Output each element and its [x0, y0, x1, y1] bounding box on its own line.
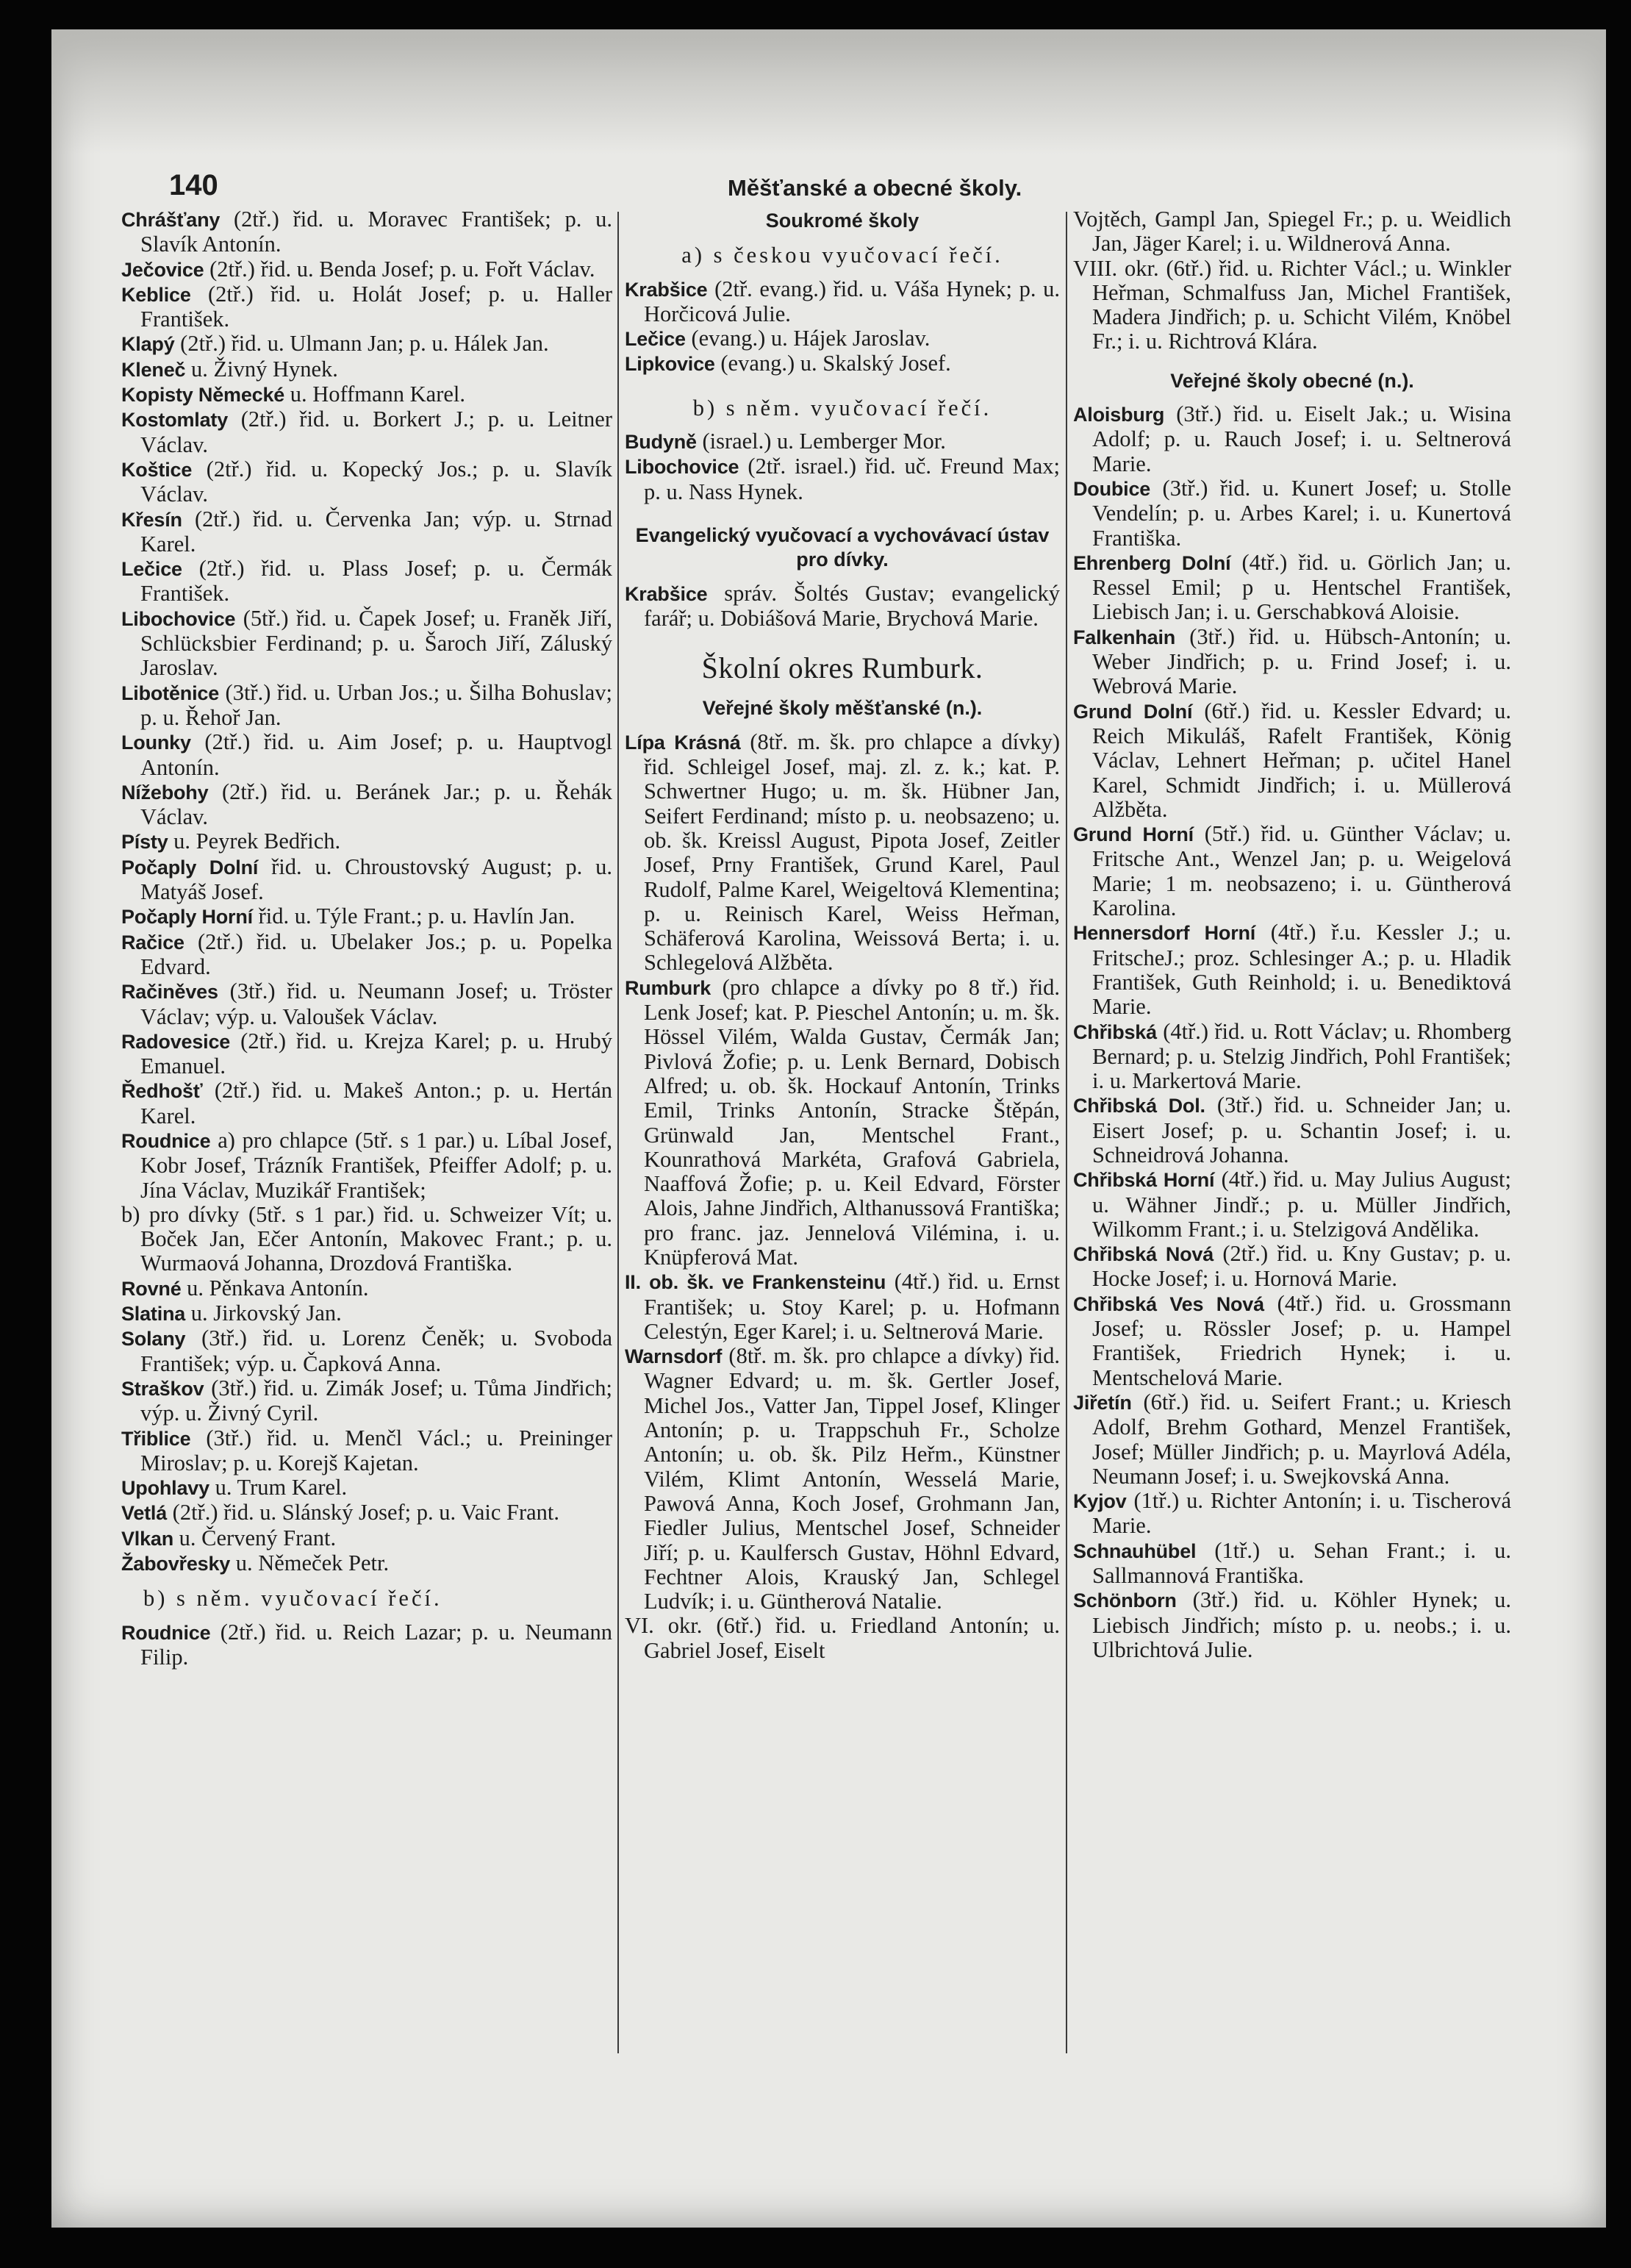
- school-place-name: Lipkovice: [625, 353, 715, 376]
- school-entry: [1073, 699, 1511, 822]
- school-staff-text: u. Pěnkava Antonín.: [187, 1275, 369, 1301]
- school-place-name: Chrášťany: [121, 209, 221, 231]
- school-list-german: [121, 1620, 612, 1670]
- burgher-schools-heading: Veřejné školy měšťanské (n.).: [702, 697, 983, 720]
- school-staff-text: (1tř.) u. Richter Antonín; i. u. Tischerová Marie.: [1092, 1488, 1512, 1539]
- school-staff-text: (2tř.) řid. u. Borkert J.; p. u. Leitner Václav.: [140, 407, 612, 457]
- german-language-heading: b) s něm. vyučovací řečí.: [692, 395, 992, 421]
- evangelical-list: [625, 582, 1060, 632]
- school-staff-text: u. Hoffmann Karel.: [290, 382, 466, 407]
- school-staff-text: (2tř.) řid. u. Plass Josef; p. u. Čermák František.: [140, 556, 613, 607]
- school-entry: [121, 855, 612, 905]
- private-german-list: [625, 429, 1060, 504]
- school-place-name: Schnauhübel: [1073, 1539, 1197, 1562]
- school-staff-text: (6tř.) řid. u. Seifert Frant.; u. Kriesch Adolf, Brehm Gothard, Menzel František, Josef; Müller Jindřich; p. u. Mayrlová Adéla, Neumann Josef; i. u. Swejkovská Anna.: [1092, 1389, 1511, 1489]
- school-entry: [1073, 1020, 1511, 1094]
- school-place-name: Jiřetín: [1073, 1391, 1132, 1414]
- school-entry: [121, 557, 612, 607]
- school-entry: [625, 976, 1060, 1270]
- school-entry: [121, 357, 612, 382]
- school-staff-text: (evang.) u. Skalský Josef.: [720, 351, 951, 376]
- school-place-name: Kostomlaty: [121, 409, 229, 432]
- school-entry: [625, 454, 1060, 504]
- school-place-name: Straškov: [121, 1377, 204, 1400]
- school-entry: [121, 1029, 612, 1079]
- school-staff-text: (2tř.) řid. u. Ubelaker Jos.; p. u. Popelka Edvard.: [140, 929, 612, 979]
- school-staff-text: (3tř.) řid. u. Neumann Josef; u. Tröster Václav; výp. u. Valoušek Václav.: [140, 979, 613, 1029]
- section-heading-german: b) s něm. vyučovací řečí.: [143, 1586, 442, 1611]
- school-entry: [121, 607, 612, 681]
- school-place-name: Kopisty Německé: [121, 384, 285, 407]
- school-entry: [1073, 551, 1511, 625]
- burgher-schools-list: [625, 730, 1060, 1663]
- school-entry: [121, 1426, 612, 1476]
- private-schools-heading: Soukromé školy: [765, 210, 920, 232]
- school-staff-text: (4tř.) ř.u. Kessler J.; u. FritscheJ.; proz. Schlesinger A.; p. u. Hladik František, Guth Reinhold; i. u. Benediktová Marie.: [1092, 920, 1512, 1020]
- school-entry: [625, 1270, 1060, 1344]
- school-staff-text: (4tř.) řid. u. May Julius August; u. Wähner Jindř.; p. u. Müller Jindřich, Wilkomm Frant.; i. u. Stelzigová Andělika.: [1092, 1167, 1511, 1242]
- school-place-name: Doubice: [1073, 477, 1151, 500]
- school-place-name: Ječovice: [121, 258, 204, 281]
- school-place-name: Roudnice: [121, 1129, 211, 1152]
- school-staff-text: (2tř.) řid. u. Beránek Jar.; p. u. Řehák Václav.: [140, 779, 612, 830]
- school-place-name: Grund Horní: [1073, 823, 1194, 846]
- school-place-name: Upohlavy: [121, 1477, 209, 1500]
- school-place-name: Koštice: [121, 458, 193, 481]
- school-staff-text: (2tř. evang.) řid. u. Váša Hynek; p. u. Horčicová Julie.: [644, 276, 1061, 326]
- school-entry: [121, 507, 612, 557]
- school-place-name: Lounky: [121, 731, 191, 754]
- school-entry: [121, 332, 612, 357]
- school-place-name: Vlkan: [121, 1527, 174, 1550]
- school-staff-text: (4tř.) řid. u. Grossmann Josef; u. Rössler Josef; p. u. Hampel František, Friedrich Hynek; i. u. Mentschelová Marie.: [1092, 1290, 1511, 1390]
- school-staff-text: (4tř.) řid. u. Ernst František; u. Stoy Karel; p. u. Hofmann Celestýn, Eger Karel; i. u. Seltnerová Marie.: [644, 1269, 1060, 1344]
- school-place-name: Chřibská Ves Nová: [1073, 1292, 1264, 1315]
- school-place-name: II. ob. šk. ve Frankensteinu: [625, 1271, 886, 1294]
- school-staff-text: (3tř.) řid. u. Zimák Josef; u. Tůma Jindřich; výp. u. Živný Cyril.: [140, 1375, 612, 1426]
- school-staff-text: (3tř.) řid. u. Kunert Josef; u. Stolle Vendelín; p. u. Arbes Karel; i. u. Kunertová Františka.: [1092, 475, 1511, 551]
- school-place-name: Kyjov: [1073, 1490, 1127, 1513]
- school-staff-text: b) pro dívky (5tř. s 1 par.) řid. u. Schweizer Vít; u. Boček Jan, Ečer Antonín, Makovec Frant.; p. u. Wurmaová Johanna, Drozdová Františka.: [121, 1201, 612, 1276]
- school-place-name: Lečice: [625, 328, 686, 351]
- school-entry: [121, 681, 612, 731]
- school-place-name: Račice: [121, 931, 184, 954]
- school-staff-text: (3tř.) řid. u. Menčl Václ.; u. Preininger Miroslav; p. u. Korejš Kajetan.: [140, 1425, 613, 1475]
- school-staff-text: (3tř.) řid. u. Köhler Hynek; u. Liebisch Jindřich; místo p. u. neobs.; i. u. Ulbrichtová Julie.: [1092, 1587, 1512, 1662]
- school-staff-text: (2tř.) řid. u. Benda Josef; p. u. Fořt Václav.: [209, 256, 595, 282]
- school-place-name: Chřibská Dol.: [1073, 1095, 1205, 1117]
- school-staff-text: u. Jirkovský Jan.: [190, 1301, 342, 1326]
- school-place-name: Radovesice: [121, 1030, 231, 1053]
- page-number: 140: [169, 169, 218, 201]
- school-entry: [1073, 257, 1511, 354]
- school-entry: [121, 1620, 612, 1670]
- column-middle: [625, 207, 1060, 1663]
- school-place-name: Chřibská Horní: [1073, 1169, 1215, 1192]
- school-staff-text: správ. Šoltés Gustav; evangelický farář; u. Dobiášová Marie, Brychová Marie.: [644, 580, 1060, 631]
- school-staff-text: (8tř. m. šk. pro chlapce a dívky) řid. Wagner Edvard; u. m. šk. Gertler Josef, Michel Jos., Vatter Jan, Tippel Josef, Klinger Antonín; p. u. Trappschuh Fr., Scholze Antonín; u. ob. šk. Pilz Heřm., Künstner Vilém, Klimt Antonín, Wesselá Marie, Pawová Anna, Koch Josef, Grohmann Jan, Fiedler Julius, Mentschel Josef, Schneider Jiří; p. u. Kaulfersch Gustav, Höhnl Edvard, Fechtner Alois, Krauský Jan, Schlegel Ludvík; i. u. Güntherová Natalie.: [644, 1343, 1060, 1614]
- column-divider-right: [1066, 212, 1067, 2053]
- school-entry: [121, 1326, 612, 1376]
- school-staff-text: (2tř.) řid. u. Moravec František; p. u. Slavík Antonín.: [140, 207, 612, 257]
- school-staff-text: (evang.) u. Hájek Jaroslav.: [691, 326, 931, 351]
- school-place-name: Libochovice: [625, 456, 739, 479]
- school-entry: [121, 780, 612, 830]
- school-staff-text: u. Němeček Petr.: [235, 1550, 390, 1576]
- school-entry: [1073, 1167, 1511, 1242]
- school-place-name: Hennersdorf Horní: [1073, 922, 1256, 945]
- school-entry: [121, 1203, 612, 1276]
- school-entry: [625, 1344, 1060, 1614]
- school-staff-text: (3tř.) řid. u. Eiselt Jak.; u. Wisina Adolf; p. u. Rauch Josef; i. u. Seltnerová Marie.: [1092, 401, 1511, 476]
- school-staff-text: (3tř.) řid. u. Lorenz Čeněk; u. Svoboda František; výp. u. Čapková Anna.: [140, 1326, 612, 1376]
- school-staff-text: (3tř.) řid. u. Schneider Jan; u. Eisert Josef; p. u. Schantin Josef; i. u. Schneidrová Johanna.: [1092, 1092, 1512, 1167]
- school-entry: [121, 1500, 612, 1525]
- school-entry: [1073, 1093, 1511, 1167]
- school-staff-text: (8tř. m. šk. pro chlapce a dívky) řid. Schleigel Josef, maj. zl. z. k.; kat. P. Schwertner Hugo; u. m. šk. Hübner Jan, Seifert Ferdinand; místo p. u. neobsazeno; u. ob. šk. Kreissl August, Pipota Josef, Zeitler Josef, Prny František, Grund Karel, Paul Rudolf, Palme Karel, Weigeltová Klementina; p. u. Reinisch Karel, Weiss Heřman, Schäferová Karolina, Weissová Berta; i. u. Schlegelová Alžběta.: [644, 729, 1060, 976]
- school-entry: [625, 326, 1060, 351]
- school-place-name: Ehrenberg Dolní: [1073, 551, 1231, 574]
- school-place-name: Libochovice: [121, 607, 236, 630]
- school-place-name: Chřibská Nová: [1073, 1243, 1214, 1266]
- school-entry: [1073, 1489, 1511, 1539]
- school-staff-text: (israel.) u. Lemberger Mor.: [702, 429, 946, 454]
- continuation-list: [1073, 207, 1511, 354]
- school-entry: [625, 582, 1060, 632]
- school-place-name: Aloisburg: [1073, 404, 1165, 426]
- school-entry: [121, 904, 612, 929]
- school-entry: [1073, 402, 1511, 476]
- school-entry: [625, 277, 1060, 327]
- school-staff-text: (4tř.) řid. u. Rott Václav; u. Rhomberg Bernard; p. u. Stelzig Jindřich, Pohl František; i. u. Markertová Marie.: [1092, 1018, 1511, 1094]
- school-staff-text: (2tř.) řid. u. Kny Gustav; p. u. Hocke Josef; i. u. Hornová Marie.: [1092, 1241, 1512, 1292]
- school-staff-text: (2tř.) řid. u. Kopecký Jos.; p. u. Slavík Václav.: [140, 456, 613, 507]
- school-place-name: Libotěnice: [121, 682, 220, 704]
- school-place-name: Třiblice: [121, 1427, 191, 1450]
- school-staff-text: (4tř.) řid. u. Görlich Jan; u. Ressel Emil; p u. Hentschel František, Liebisch Jan; i. u. Gerschabková Aloisie.: [1092, 549, 1512, 625]
- school-entry: [121, 1376, 612, 1426]
- school-entry: [1073, 625, 1511, 699]
- school-staff-text: (2tř.) řid. u. Ulmann Jan; p. u. Hálek Jan.: [180, 331, 549, 357]
- school-staff-text: u. Živný Hynek.: [190, 356, 338, 382]
- school-entry: [121, 407, 612, 457]
- school-place-name: Písty: [121, 831, 168, 854]
- school-place-name: Roudnice: [121, 1621, 211, 1644]
- school-staff-text: (2tř.) řid. u. Holát Josef; p. u. Haller František.: [140, 281, 613, 332]
- school-entry: [121, 257, 612, 282]
- school-staff-text: VIII. okr. (6tř.) řid. u. Richter Václ.; u. Winkler Heřman, Schmalfuss Jan, Michel František, Madera Jindřich; p. u. Schicht Vilém, Knöbel Fr.; i. u. Richtrová Klára.: [1073, 255, 1511, 354]
- school-staff-text: (1tř.) u. Sehan Frant.; i. u. Sallmannová Františka.: [1092, 1537, 1511, 1589]
- school-place-name: Žabovřesky: [121, 1553, 231, 1575]
- school-staff-text: (2tř.) řid. u. Červenka Jan; výp. u. Strnad Karel.: [140, 506, 613, 557]
- school-entry: [121, 730, 612, 780]
- school-entry: [1073, 1539, 1511, 1589]
- school-entry: [1073, 207, 1511, 257]
- school-entry: [625, 730, 1060, 976]
- school-staff-text: u. Červený Frant.: [179, 1525, 337, 1550]
- school-entry: [625, 429, 1060, 454]
- school-entry: [625, 351, 1060, 376]
- school-place-name: Falkenhain: [1073, 626, 1176, 648]
- school-entry: [625, 1614, 1060, 1663]
- school-entry: [1073, 1390, 1511, 1489]
- school-place-name: Rumburk: [625, 976, 711, 999]
- school-entry: [121, 1475, 612, 1500]
- school-entry: [1073, 822, 1511, 920]
- school-entry: [121, 1276, 612, 1301]
- school-entry: [1073, 1292, 1511, 1390]
- school-place-name: Warnsdorf: [625, 1345, 723, 1368]
- school-entry: [121, 829, 612, 854]
- school-entry: [121, 930, 612, 980]
- school-entry: [1073, 1242, 1511, 1292]
- column-left: [121, 207, 612, 1670]
- school-place-name: Krabšice: [625, 278, 708, 301]
- school-entry: [1073, 920, 1511, 1019]
- school-place-name: Chřibská: [1073, 1020, 1157, 1043]
- school-place-name: Slatina: [121, 1303, 186, 1326]
- school-staff-text: VI. okr. (6tř.) řid. u. Friedland Antonín; u. Gabriel Josef, Eiselt: [625, 1613, 1060, 1663]
- column-right: [1073, 207, 1511, 1662]
- school-staff-text: Vojtěch, Gampl Jan, Spiegel Fr.; p. u. Weidlich Jan, Jäger Karel; i. u. Wildnerová Anna.: [1073, 207, 1511, 257]
- school-staff-text: (2tř.) řid. u. Makeš Anton.; p. u. Hertán Karel.: [140, 1078, 613, 1128]
- school-place-name: Počaply Horní: [121, 906, 253, 929]
- school-list-czech: [121, 207, 612, 1576]
- column-divider-left: [617, 212, 619, 2053]
- school-place-name: Schönborn: [1073, 1589, 1177, 1612]
- school-entry: [121, 979, 612, 1029]
- primary-schools-heading: Veřejné školy obecné (n.).: [1170, 369, 1414, 392]
- school-staff-text: (3tř.) řid. u. Hübsch-Antonín; u. Weber Jindřich; p. u. Frind Josef; i. u. Webrová Marie.: [1092, 623, 1511, 699]
- school-staff-text: (2tř.) řid. u. Krejza Karel; p. u. Hrubý Emanuel.: [140, 1028, 613, 1079]
- school-place-name: Nížebohy: [121, 781, 209, 804]
- school-place-name: Rovné: [121, 1277, 182, 1300]
- school-entry: [121, 207, 612, 257]
- school-place-name: Račiněves: [121, 981, 218, 1004]
- school-place-name: Budyně: [625, 431, 697, 454]
- school-staff-text: (2tř. israel.) řid. uč. Freund Max; p. u. Nass Hynek.: [644, 454, 1060, 504]
- school-place-name: Klapý: [121, 333, 175, 356]
- school-entry: [121, 457, 612, 507]
- school-entry: [121, 1301, 612, 1326]
- primary-schools-list: [1073, 402, 1511, 1662]
- school-entry: [121, 1551, 612, 1576]
- district-title: Školní okres Rumburk.: [701, 651, 983, 685]
- school-entry: [121, 1128, 612, 1203]
- school-entry: [121, 382, 612, 407]
- school-place-name: Krabšice: [625, 582, 708, 605]
- private-czech-list: [625, 277, 1060, 377]
- school-entry: [121, 282, 612, 332]
- school-staff-text: (pro chlapce a dívky po 8 tř.) řid. Lenk Josef; kat. P. Pieschel Antonín; u. m. šk. Hössel Vilém, Walda Gustav, Čermák Jan; Pivlová Žofie; p. u. Lenk Bernard, Dobisch Alfred; u. ob. šk. Hockauf Antonín, Trinks Emil, Trinks Antonín, Stracke Štěpán, Grünwald Jan, Mentschel Frant., Kounrathová Markéta, Grafová Gabriela, Naaffová Žofie; p. u. Keil Edvard, Förster Alois, Jahne Jindřich, Althanussová Františka; pro franc. jaz. Jennelová Vilémina, i. u. Knüpferová Mat.: [644, 974, 1061, 1270]
- school-entry: [1073, 476, 1511, 551]
- school-place-name: Solany: [121, 1328, 186, 1351]
- school-place-name: Vetlá: [121, 1502, 168, 1525]
- school-staff-text: (2tř.) řid. u. Aim Josef; p. u. Hauptvogl Antonín.: [140, 729, 613, 780]
- school-place-name: Křesín: [121, 508, 182, 531]
- page-title: Měšťanské a obecné školy.: [728, 175, 1022, 201]
- school-staff-text: u. Peyrek Bedřich.: [173, 829, 341, 854]
- school-place-name: Lečice: [121, 558, 182, 581]
- czech-language-heading: a) s českou vyučovací řečí.: [681, 243, 1003, 268]
- school-staff-text: (2tř.) řid. u. Slánský Josef; p. u. Vaic Frant.: [172, 1500, 560, 1525]
- school-place-name: Kleneč: [121, 358, 186, 381]
- school-staff-text: (5tř.) řid. u. Günther Václav; u. Fritsche Ant., Wenzel Jan; p. u. Weigelová Marie; 1 m. neobsazeno; i. u. Güntherová Karolina.: [1092, 821, 1512, 921]
- school-staff-text: (3tř.) řid. u. Urban Jos.; u. Šilha Bohuslav; p. u. Řehoř Jan.: [140, 679, 613, 730]
- school-entry: [121, 1078, 612, 1128]
- evangelical-institute-heading: Evangelický vyučovací a vychovávací ústav pro dívky.: [635, 523, 1050, 571]
- school-place-name: Počaply Dolní: [121, 856, 259, 879]
- school-staff-text: (5tř.) řid. u. Čapek Josef; u. Franěk Jiří, Schlücksbier Ferdinand; p. u. Šaroch Jiří, Záluský Jaroslav.: [140, 605, 612, 681]
- school-staff-text: řid. u. Týle Frant.; p. u. Havlín Jan.: [258, 904, 576, 929]
- school-place-name: Lípa Krásná: [625, 731, 741, 754]
- school-entry: [121, 1526, 612, 1551]
- school-place-name: Grund Dolní: [1073, 700, 1193, 723]
- school-staff-text: (2tř.) řid. u. Reich Lazar; p. u. Neumann Filip.: [140, 1619, 613, 1670]
- school-staff-text: u. Trum Karel.: [215, 1475, 348, 1500]
- school-staff-text: (6tř.) řid. u. Kessler Edvard; u. Reich Mikuláš, Rafelt František, König Václav, Lehnert Heřman; p. učitel Hanel Karel, Schmidt Jindřich; i. u. Müllerová Alžběta.: [1092, 698, 1512, 822]
- school-place-name: Keblice: [121, 283, 191, 306]
- school-place-name: Ředhošť: [121, 1080, 203, 1103]
- school-entry: [1073, 1588, 1511, 1662]
- school-staff-text: a) pro chlapce (5tř. s 1 par.) u. Líbal Josef, Kobr Josef, Trázník František, Pfeiffer Adolf; p. u. Jína Václav, Muzikář František;: [140, 1127, 612, 1203]
- school-staff-text: řid. u. Chroustovský August; p. u. Matyáš Josef.: [140, 854, 613, 905]
